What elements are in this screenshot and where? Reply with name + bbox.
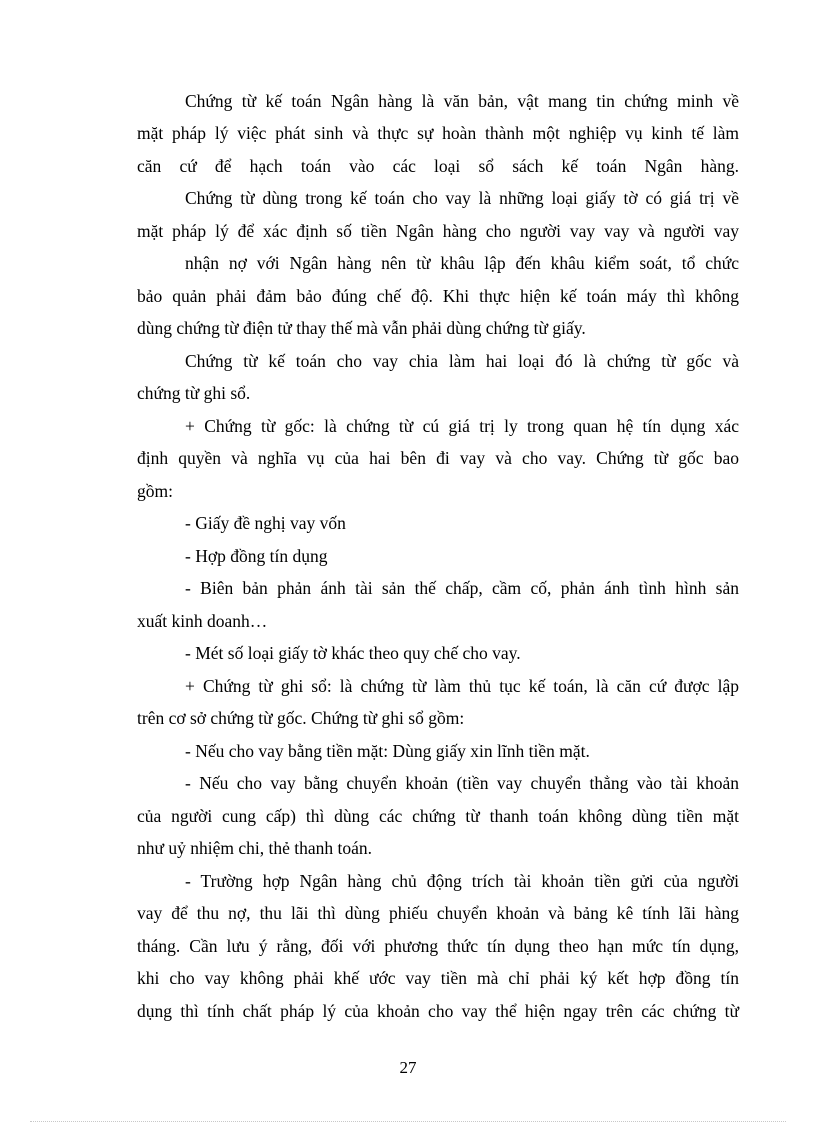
text-line: như uỷ nhiệm chi, thẻ thanh toán. [137, 838, 372, 858]
text-line: định quyền và nghĩa vụ của hai bên đi vay và cho vay. Chứng từ gốc bao [137, 448, 739, 468]
list-item: - Hợp đồng tín dụng [185, 546, 328, 566]
text-line: gồm: [137, 481, 173, 501]
text-line: mặt pháp lý để xác định số tiền Ngân hàng cho người vay vay và người vay [137, 221, 739, 241]
page-number: 27 [399, 1058, 417, 1077]
list-item: - Nếu cho vay bằng tiền mặt: Dùng giấy xin lĩnh tiền mặt. [185, 741, 590, 761]
text-line: + Chứng từ gốc: là chứng từ cú giá trị ly trong quan hệ tín dụng xác [185, 416, 739, 436]
text-line: của người cung cấp) thì dùng các chứng từ thanh toán không dùng tiền mặt [137, 806, 739, 826]
list-item: - Giấy đề nghị vay vốn [185, 513, 346, 533]
text-line: trên cơ sở chứng từ gốc. Chứng từ ghi sổ gồm: [137, 708, 465, 728]
list-item: - Nếu cho vay bằng chuyển khoản (tiền vay chuyển thẳng vào tài khoản [185, 773, 739, 793]
list-item: - Biên bản phản ánh tài sản thế chấp, cầm cố, phản ánh tình hình sản [185, 578, 739, 598]
text-line: căn cứ để hạch toán vào các loại sổ sách kế toán Ngân hàng. [137, 156, 739, 176]
text-line: Chứng từ kế toán cho vay chia làm hai loại đó là chứng từ gốc và [185, 351, 739, 371]
text-line: vay để thu nợ, thu lãi thì dùng phiếu chuyển khoản và bảng kê tính lãi hàng [137, 903, 739, 923]
text-line: nhận nợ với Ngân hàng nên từ khâu lập đến khâu kiểm soát, tổ chức [185, 253, 739, 273]
text-line: dùng chứng từ điện tử thay thế mà vẫn phải dùng chứng từ giấy. [137, 318, 586, 338]
text-line: dụng thì tính chất pháp lý của khoản cho vay thể hiện ngay trên các chứng từ [137, 1001, 739, 1021]
text-line: + Chứng từ ghi sổ: là chứng từ làm thủ tục kế toán, là căn cứ được lập [185, 676, 739, 696]
text-line: tháng. Cần lưu ý rằng, đối với phương thức tín dụng theo hạn mức tín dụng, [137, 936, 739, 956]
text-line: Chứng từ dùng trong kế toán cho vay là những loại giấy tờ có giá trị về [185, 188, 739, 208]
text-line: bảo quản phải đảm bảo đúng chế độ. Khi thực hiện kế toán máy thì không [137, 286, 739, 306]
text-line: mặt pháp lý việc phát sinh và thực sự hoàn thành một nghiệp vụ kinh tế làm [137, 123, 739, 143]
text-line: chứng từ ghi sổ. [137, 383, 251, 403]
text-line: Chứng từ kế toán Ngân hàng là văn bản, vật mang tin chứng minh về [185, 91, 739, 111]
list-item: - Trường hợp Ngân hàng chủ động trích tài khoản tiền gửi của người [185, 871, 739, 891]
text-line: xuất kinh doanh… [137, 611, 268, 631]
list-item: - Mét số loại giấy tờ khác theo quy chế cho vay. [185, 643, 521, 663]
footer-divider [30, 1121, 786, 1122]
text-line: khi cho vay không phải khế ước vay tiền mà chỉ phải ký kết hợp đồng tín [137, 968, 739, 988]
